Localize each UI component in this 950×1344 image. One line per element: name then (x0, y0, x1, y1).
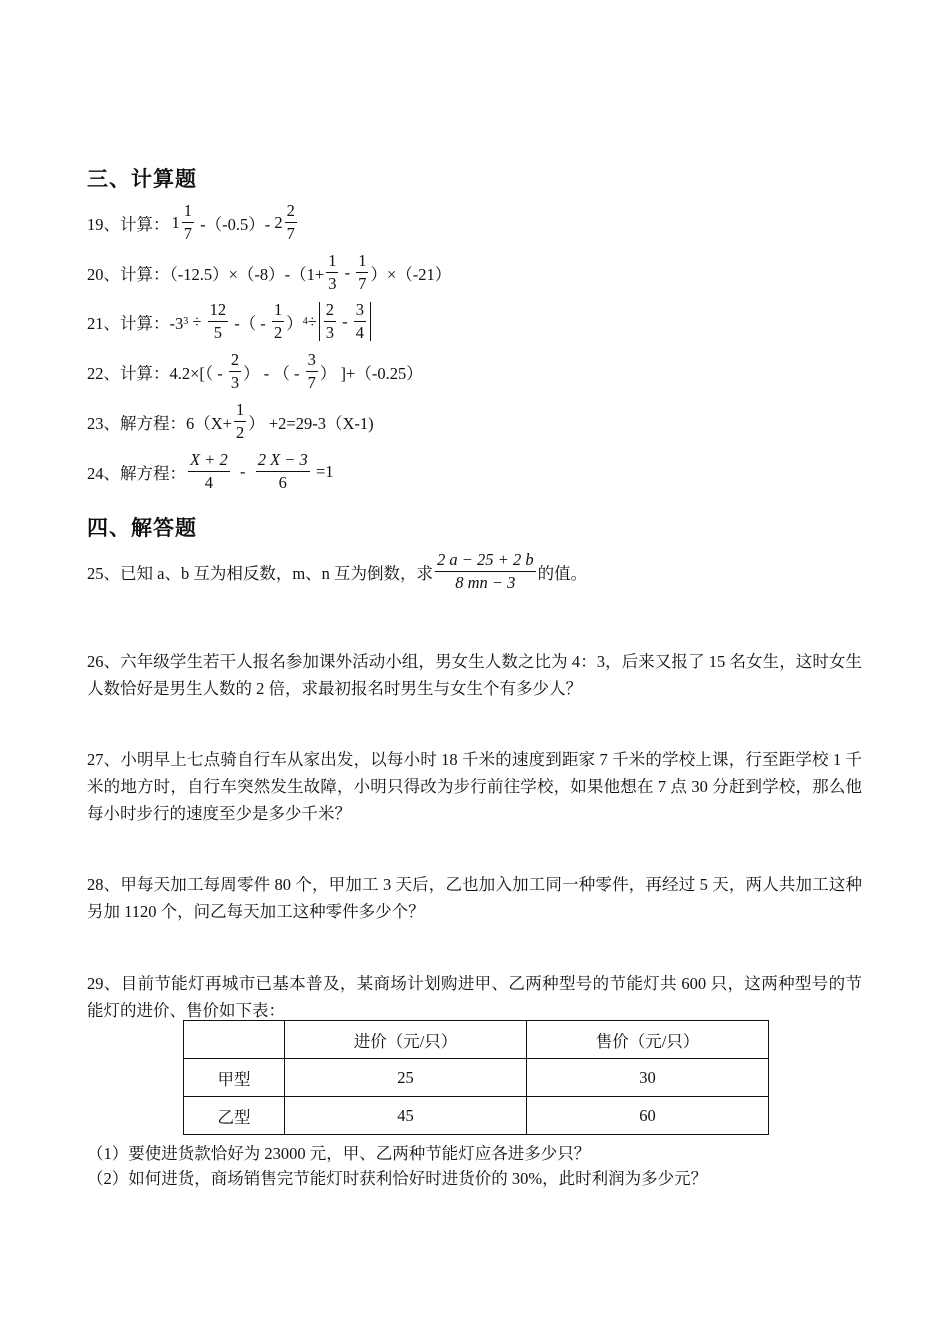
q19-f1-numerator: 1 (182, 203, 194, 223)
q24-fraction-1 (188, 452, 230, 491)
q20-f2-denominator: 7 (358, 273, 367, 293)
q24-mid: - (231, 461, 254, 481)
q21-f2-denominator: 2 (273, 322, 283, 342)
q21-prefix: 21、计算：-3 (87, 313, 184, 333)
question-22 (87, 352, 423, 391)
q24-f2-numerator: 2 X − 3 (256, 452, 310, 472)
q25-f-denominator: 8 mn − 3 (455, 572, 516, 592)
q19-int1: 1 (171, 212, 180, 232)
q22-f1-numerator: 2 (229, 352, 241, 372)
q21-f4-denominator: 4 (355, 322, 364, 342)
q21-fraction-2 (272, 302, 284, 341)
q21-fraction-3 (324, 302, 336, 341)
q21-part4: ） (286, 313, 303, 333)
q19-prefix: 19、计算： (87, 214, 170, 234)
q22-mid: ） - （ - (243, 363, 304, 383)
q19-f1-denominator: 7 (183, 223, 192, 243)
table-cell: 45 (285, 1097, 527, 1135)
q21-exponent: 3 (183, 316, 189, 327)
question-25 (87, 552, 587, 591)
table-header-row (184, 1021, 769, 1059)
question-29: 29、目前节能灯再城市已基本普及，某商场计划购进甲、乙两种型号的节能灯共 600 只，这两种型号的节能灯的进价、售价如下表： (87, 974, 862, 1020)
q21-f3-numerator: 2 (324, 302, 336, 322)
q19-fraction-2 (285, 203, 297, 242)
q24-prefix: 24、解方程： (87, 463, 186, 483)
q22-f2-denominator: 7 (307, 372, 316, 392)
section-title-calculation: 三、计算题 (87, 167, 197, 191)
section-title-problems: 四、解答题 (87, 516, 197, 540)
table-row (184, 1097, 769, 1135)
q22-f2-numerator: 3 (306, 352, 318, 372)
q19-fraction-1 (182, 203, 194, 242)
price-table (183, 1020, 769, 1135)
q20-prefix: 20、计算：（-12.5）×（-8）-（1+ (87, 264, 325, 284)
q20-f2-numerator: 1 (356, 253, 368, 273)
q20-f1-numerator: 1 (326, 253, 338, 273)
q21-f2-numerator: 1 (272, 302, 284, 322)
table-cell: 60 (527, 1097, 769, 1135)
q21-part5: ÷ (307, 311, 317, 331)
q24-suffix: =1 (311, 461, 334, 481)
question-29-sub1: （1）要使进货款恰好为 23000 元，甲、乙两种节能灯应各进多少只？ (87, 1144, 591, 1163)
q19-f2-numerator: 2 (285, 203, 297, 223)
question-28: 28、甲每天加工每周零件 80 个，甲加工 3 天后，乙也加入加工同一种零件，再经过 5 天，两人共加工这种另加 1120 个，问乙每天加工这种零件多少个？ (87, 875, 862, 921)
table-header-cell: 售价（元/只） (527, 1021, 769, 1059)
question-24 (87, 452, 334, 491)
q21-divide: ÷ (188, 311, 206, 331)
q20-fraction-2 (356, 253, 368, 292)
table-cell: 30 (527, 1059, 769, 1097)
q21-part3: -（ - (230, 313, 270, 333)
q22-fraction-2 (306, 352, 318, 391)
q24-f2-denominator: 6 (278, 472, 287, 492)
table-cell: 25 (285, 1059, 527, 1097)
q21-fraction-1 (208, 302, 229, 341)
q25-prefix: 25、已知 a、b 互为相反数，m、n 互为倒数，求 (87, 563, 434, 583)
question-19 (87, 203, 299, 242)
q23-f-numerator: 1 (234, 402, 246, 422)
question-27: 27、小明早上七点骑自行车从家出发，以每小时 18 千米的速度到距家 7 千米的学校上课，行至距学校 1 千米的地方时，自行车突然发生故障，小明只得改为步行前往学校，如果他想在 7 点 30 分赶到学校，那么他每小时步行的速度至少是多少千米？ (87, 750, 862, 823)
q24-f1-denominator: 4 (204, 472, 213, 492)
q22-fraction-1 (229, 352, 241, 391)
q21-f3-denominator: 3 (325, 322, 334, 342)
q21-f1-numerator: 12 (208, 302, 229, 322)
table-row (184, 1059, 769, 1097)
q19-f2-denominator: 7 (286, 223, 295, 243)
table-cell: 甲型 (184, 1059, 285, 1097)
q23-prefix: 23、解方程：6（X+ (87, 413, 232, 433)
q21-f1-denominator: 5 (213, 322, 222, 342)
question-29-sub2: （2）如何进货，商场销售完节能灯时获利恰好时进货价的 30%，此时利润为多少元？ (87, 1169, 708, 1188)
q22-suffix: ） ]+（-0.25） (319, 363, 423, 383)
table-header-cell: 进价（元/只） (285, 1021, 527, 1059)
table-header-cell (184, 1021, 285, 1059)
q22-f1-denominator: 3 (230, 372, 240, 392)
question-20 (87, 253, 451, 292)
question-26: 26、六年级学生若干人报名参加课外活动小组，男女生人数之比为 4：3，后来又报了 15 名女生，这时女生人数恰好是男生人数的 2 倍，求最初报名时男生与女生个有多少人？ (87, 652, 863, 698)
q25-suffix: 的值。 (537, 563, 588, 583)
q23-suffix: ） +2=29-3（X-1) (248, 413, 374, 433)
q24-fraction-2 (256, 452, 310, 491)
table-cell: 乙型 (184, 1097, 285, 1135)
question-21 (87, 302, 373, 341)
q20-mid: - (340, 262, 355, 282)
q23-fraction (234, 402, 246, 441)
q21-exponent-2: 4 (302, 316, 308, 327)
q20-f1-denominator: 3 (328, 273, 337, 293)
q19-int2: 2 (274, 212, 283, 232)
q19-mid: -（-0.5）- (196, 214, 275, 234)
q24-f1-numerator: X + 2 (188, 452, 230, 472)
q25-fraction (435, 552, 536, 591)
q22-prefix: 22、计算：4.2×[（ - (87, 363, 227, 383)
q20-fraction-1 (326, 253, 338, 292)
q21-part6: - (338, 311, 352, 331)
q21-f4-numerator: 3 (354, 302, 366, 322)
q23-f-denominator: 2 (235, 422, 245, 442)
q25-f-numerator: 2 a − 25 + 2 b (435, 552, 536, 572)
q20-suffix: ）×（-21） (370, 264, 452, 284)
q21-absolute-value (319, 302, 371, 341)
q21-fraction-4 (354, 302, 366, 341)
question-23 (87, 402, 374, 441)
